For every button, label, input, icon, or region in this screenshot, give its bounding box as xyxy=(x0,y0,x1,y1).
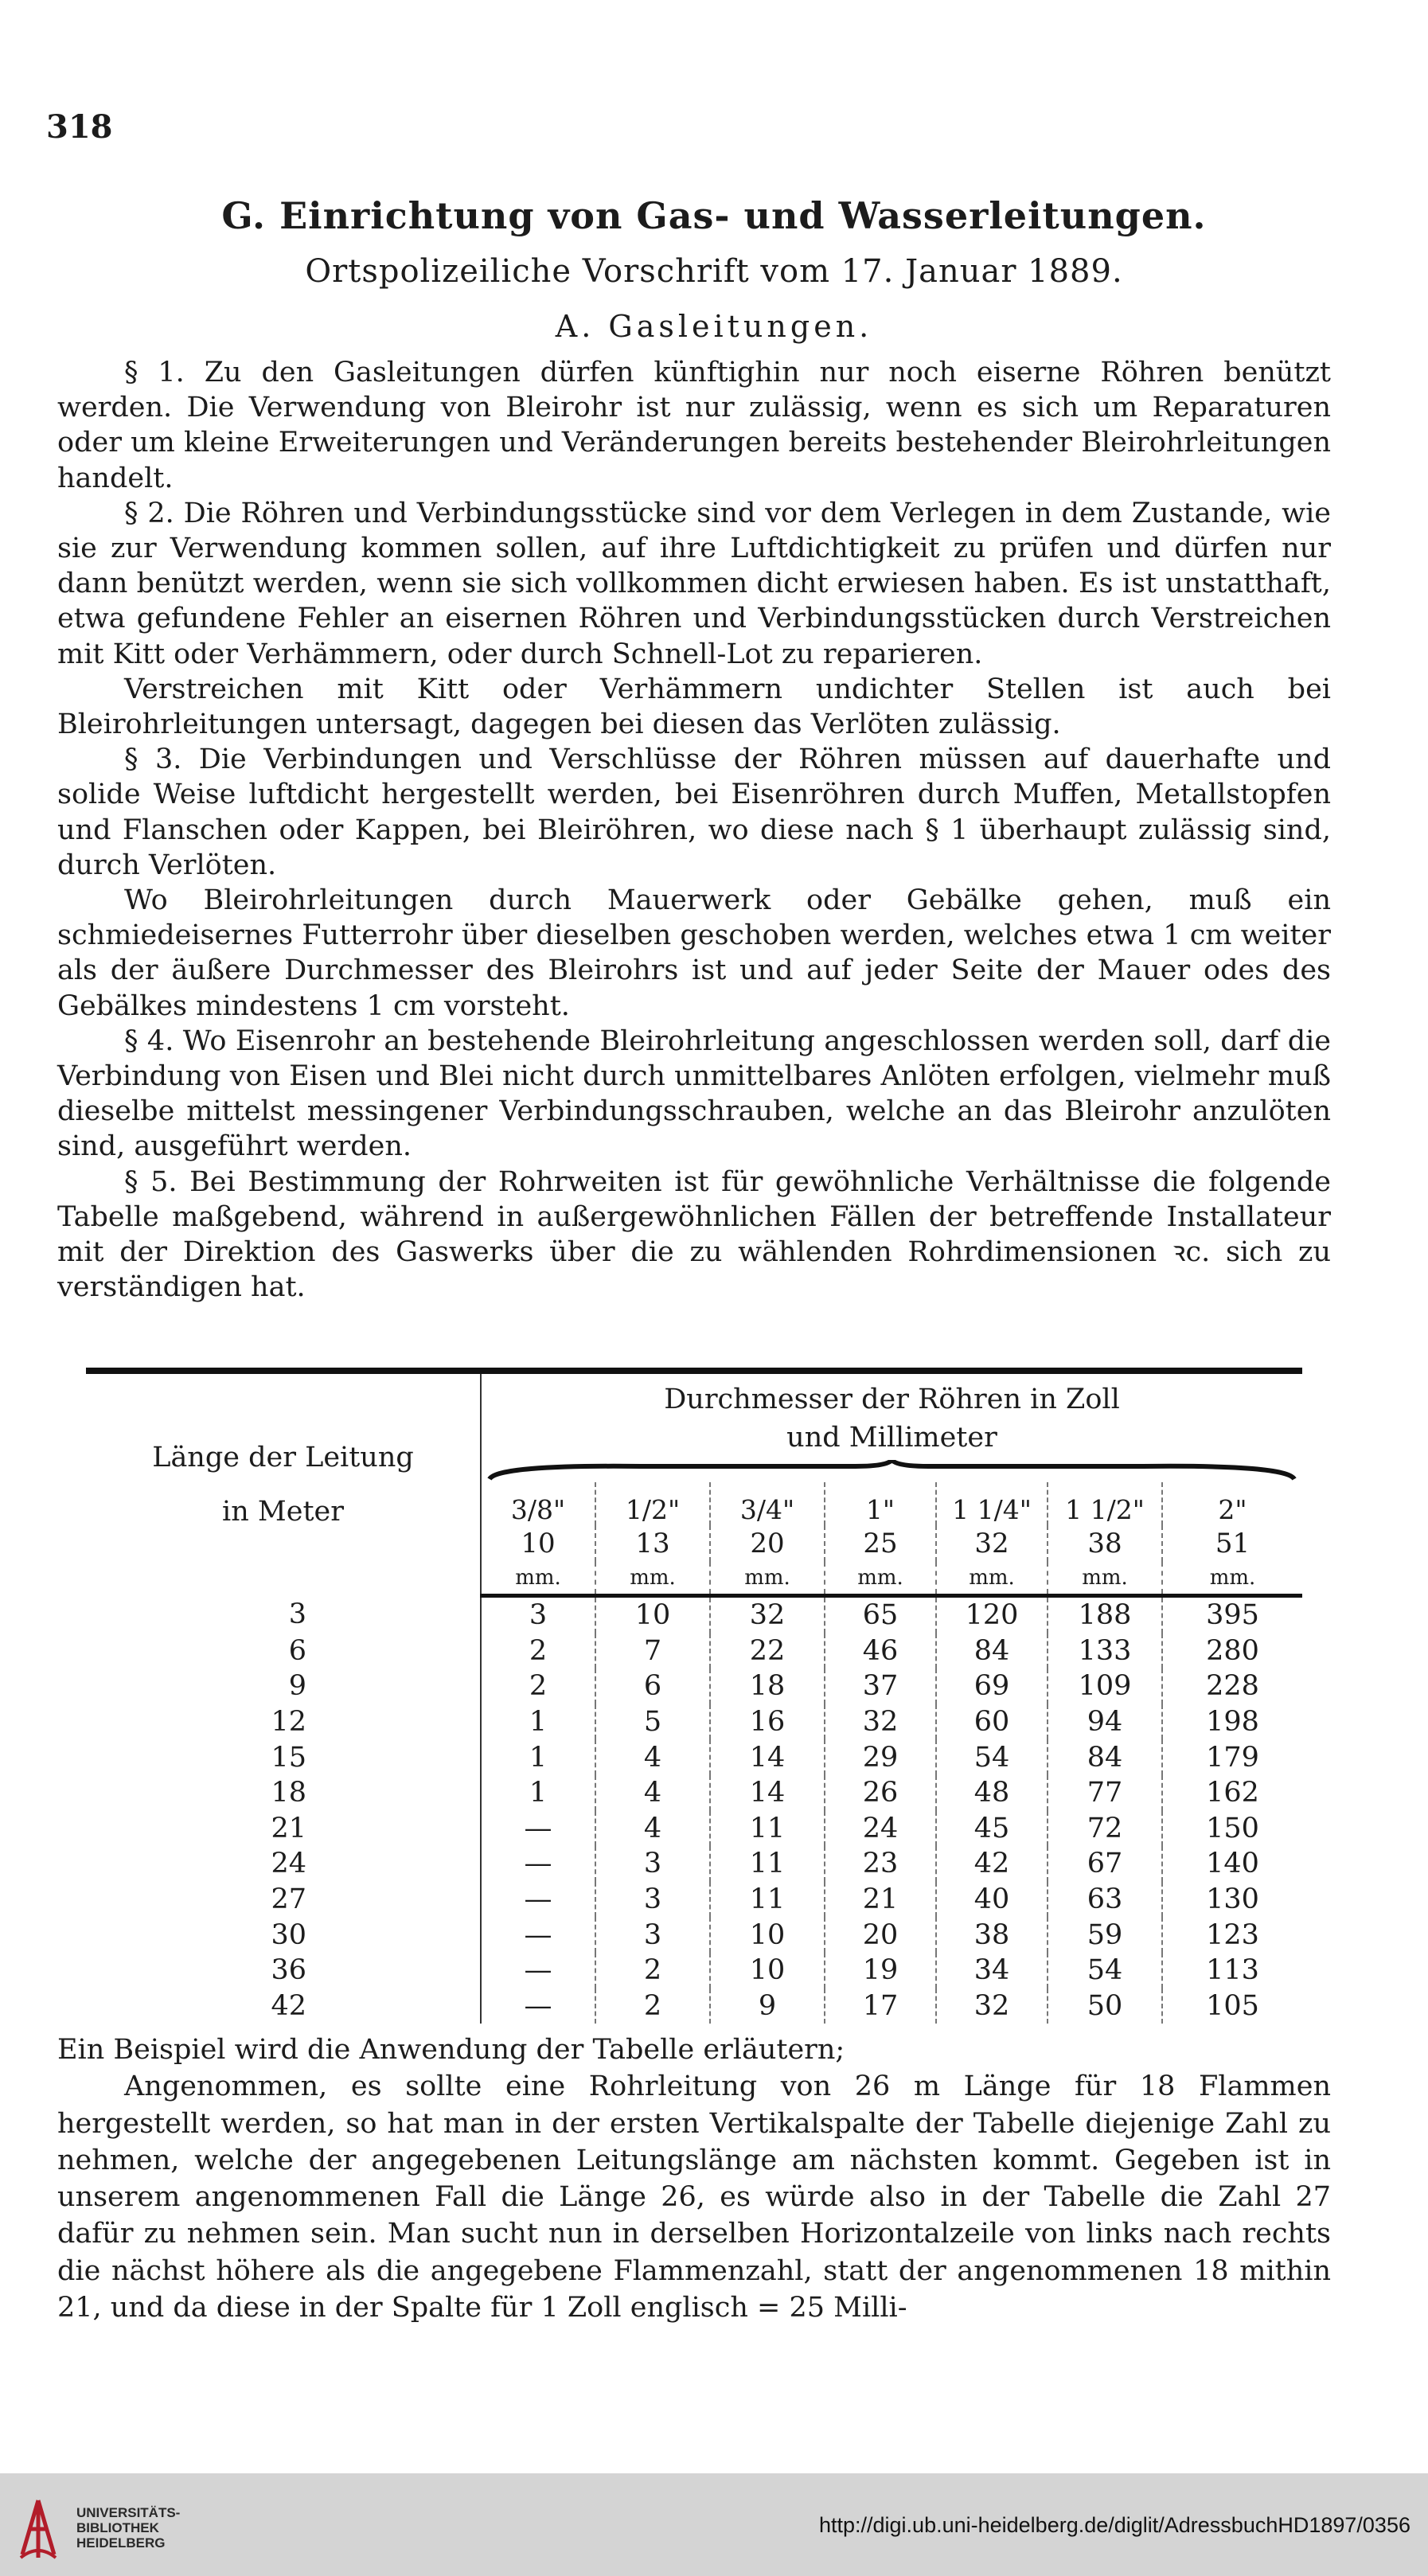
value-cell: 23 xyxy=(825,1846,936,1882)
example-paragraph: Angenommen, es sollte eine Rohrleitung von 26 m Länge für 18 Flammen hergestellt werden, so hat man in der ersten Vertikalspalte der Tabelle diejenige Zahl zu nehmen, welche der angegebenen Leitungslänge am nächsten kommt. Gegeben ist in unserem angenommenen Fall die Länge 26, es würde also in der Tabelle die Zahl 27 dafür zu nehmen sein. Man sucht nun in derselben Horizontalzeile von links nach rechts die nächst höhere als die angegebene Flammenzahl, statt der angenommenen 18 mithin 21, und da diese in der Spalte für 1 Zoll englisch = 25 Milli- xyxy=(57,2071,1331,2324)
value-cell: 19 xyxy=(825,1953,936,1989)
value-cell: 113 xyxy=(1162,1953,1302,1989)
value-cell: 65 xyxy=(825,1596,936,1633)
unit-label: mm. xyxy=(710,1562,825,1596)
paragraph-1: § 1. Zu den Gasleitungen dürfen künftighin nur noch eiserne Röhren benützt werden. Die Verwendung von Bleirohr ist nur zulässig, wenn es sich um Reparaturen oder um kleine Erweiterungen und Veränderungen bereits bestehender Bleirohrleitungen handelt. xyxy=(57,357,1331,494)
value-cell: 2 xyxy=(595,1989,710,2024)
value-cell: 1 xyxy=(481,1775,595,1811)
length-cell: 21 xyxy=(271,1812,306,1844)
value-cell: 17 xyxy=(825,1989,936,2024)
section-heading: G. Einrichtung von Gas- und Wasserleitungen. xyxy=(221,194,1207,237)
table-row xyxy=(86,1704,1302,1740)
table-row xyxy=(86,1633,1302,1669)
length-header-line1: Länge der Leitung xyxy=(152,1442,414,1474)
size-inch-7: 2" xyxy=(1162,1482,1302,1525)
value-cell: — xyxy=(481,1989,595,2024)
page-number: 318 xyxy=(46,108,113,146)
paragraph-5: Wo Bleirohrleitungen durch Mauerwerk oder Gebälke gehen, muß ein schmiedeisernes Futterrohr über dieselben geschoben werden, welches etwa 1 cm weiter als der äußere Durchmesser des Bleirohrs ist und auf jeder Seite der Mauer odes des Gebälkes mindestens 1 cm vorsteht. xyxy=(57,884,1331,1022)
length-cell: 36 xyxy=(271,1954,306,1987)
table-row xyxy=(86,1775,1302,1811)
value-cell: 133 xyxy=(1048,1633,1162,1669)
library-name-line2: BIBLIOTHEK xyxy=(76,2520,159,2535)
value-cell: 105 xyxy=(1162,1989,1302,2024)
value-cell: 45 xyxy=(936,1811,1048,1847)
value-cell: 14 xyxy=(710,1775,825,1811)
value-cell: 198 xyxy=(1162,1704,1302,1740)
value-cell: 50 xyxy=(1048,1989,1162,2024)
table-row xyxy=(86,1882,1302,1918)
length-cell: 3 xyxy=(288,1598,306,1631)
value-cell: 24 xyxy=(825,1811,936,1847)
ordinance-subtitle: Ortspolizeiliche Vorschrift vom 17. Januar 1889. xyxy=(305,253,1123,290)
table-row xyxy=(86,1811,1302,1847)
value-cell: 16 xyxy=(710,1704,825,1740)
value-cell: 162 xyxy=(1162,1775,1302,1811)
length-cell: 15 xyxy=(271,1741,306,1774)
size-mm-7: 51 xyxy=(1162,1525,1302,1562)
value-cell: 84 xyxy=(1048,1739,1162,1775)
paragraph-4: § 3. Die Verbindungen und Verschlüsse der Röhren müssen auf dauerhafte und solide Weise luftdicht hergestellt werden, bei Eisenröhren durch Muffen, Metallstopfen und Flanschen oder Kappen, bei Bleiröhren, wo diese nach § 1 überhaupt zulässig sind, durch Verlöten. xyxy=(57,744,1331,881)
unit-label: mm. xyxy=(1048,1562,1162,1596)
library-name xyxy=(76,2505,180,2551)
value-cell: 60 xyxy=(936,1704,1048,1740)
unit-label: mm. xyxy=(936,1562,1048,1596)
pipe-diameter-table xyxy=(86,1368,1302,2024)
value-cell: 63 xyxy=(1048,1882,1162,1918)
value-cell: 140 xyxy=(1162,1846,1302,1882)
size-mm-4: 25 xyxy=(825,1525,936,1562)
library-logo-icon xyxy=(18,2497,59,2561)
size-inch-3: 3/4" xyxy=(710,1482,825,1525)
value-cell: 42 xyxy=(936,1846,1048,1882)
example-intro: Ein Beispiel wird die Anwendung der Tabelle erläutern; xyxy=(57,2034,845,2066)
value-cell: 40 xyxy=(936,1882,1048,1918)
size-mm-6: 38 xyxy=(1048,1525,1162,1562)
value-cell: 10 xyxy=(710,1917,825,1953)
size-mm-1: 10 xyxy=(481,1525,595,1562)
value-cell: 69 xyxy=(936,1669,1048,1704)
value-cell: 5 xyxy=(595,1704,710,1740)
value-cell: 4 xyxy=(595,1739,710,1775)
value-cell: 77 xyxy=(1048,1775,1162,1811)
value-cell: 2 xyxy=(481,1633,595,1669)
value-cell: 123 xyxy=(1162,1917,1302,1953)
value-cell: 9 xyxy=(710,1989,825,2024)
value-cell: — xyxy=(481,1953,595,1989)
value-cell: 120 xyxy=(936,1596,1048,1633)
value-cell: 20 xyxy=(825,1917,936,1953)
paragraph-6: § 4. Wo Eisenrohr an bestehende Bleirohrleitung angeschlossen werden soll, darf die Verbindung von Eisen und Blei nicht durch unmittelbares Anlöten erfolgen, vielmehr muß dieselbe mittelst messingener Verbindungsschrauben, welche an das Bleirohr anzulöten sind, ausgeführt werden. xyxy=(57,1025,1331,1163)
value-cell: 22 xyxy=(710,1633,825,1669)
length-header-line2: in Meter xyxy=(222,1496,344,1528)
value-cell: 2 xyxy=(595,1953,710,1989)
unit-label: mm. xyxy=(481,1562,595,1596)
value-cell: 11 xyxy=(710,1811,825,1847)
value-cell: 54 xyxy=(1048,1953,1162,1989)
value-cell: 109 xyxy=(1048,1669,1162,1704)
value-cell: 67 xyxy=(1048,1846,1162,1882)
table-row xyxy=(86,1917,1302,1953)
value-cell: 4 xyxy=(595,1811,710,1847)
value-cell: 228 xyxy=(1162,1669,1302,1704)
table-row xyxy=(86,1989,1302,2024)
value-cell: 4 xyxy=(595,1775,710,1811)
paragraph-7: § 5. Bei Bestimmung der Rohrweiten ist für gewöhnliche Verhältnisse die folgende Tabelle maßgebend, während in außergewöhnlichen Fällen der betreffende Installateur mit der Direktion des Gaswerks über die zu wählenden Rohrdimensionen ꝛc. sich zu verständigen hat. xyxy=(57,1165,1331,1304)
part-heading: A. Gasleitungen. xyxy=(555,309,873,344)
library-name-line1: UNIVERSITÄTS- xyxy=(76,2505,181,2520)
value-cell: 11 xyxy=(710,1882,825,1918)
value-cell: 26 xyxy=(825,1775,936,1811)
brace-graphic xyxy=(482,1460,1302,1482)
example-text xyxy=(57,2032,1331,2326)
value-cell: 1 xyxy=(481,1704,595,1740)
value-cell: 2 xyxy=(481,1669,595,1704)
unit-label: mm. xyxy=(825,1562,936,1596)
paragraph-3: Verstreichen mit Kitt oder Verhämmern undichter Stellen ist auch bei Bleirohrleitungen untersagt, dagegen bei diesen das Verlöten zulässig. xyxy=(57,673,1331,741)
value-cell: 7 xyxy=(595,1633,710,1669)
value-cell: 38 xyxy=(936,1917,1048,1953)
length-header xyxy=(86,1371,481,1596)
length-cell: 12 xyxy=(271,1706,306,1739)
value-cell: — xyxy=(481,1882,595,1918)
value-cell: 150 xyxy=(1162,1811,1302,1847)
value-cell: 32 xyxy=(936,1989,1048,2024)
unit-label: mm. xyxy=(1162,1562,1302,1596)
table-body xyxy=(86,1596,1302,2024)
value-cell: 34 xyxy=(936,1953,1048,1989)
length-cell: 27 xyxy=(271,1883,306,1916)
body-text xyxy=(57,355,1331,1305)
value-cell: 84 xyxy=(936,1633,1048,1669)
value-cell: 54 xyxy=(936,1739,1048,1775)
length-cell: 30 xyxy=(271,1918,306,1951)
length-cell: 18 xyxy=(271,1777,306,1809)
source-url-link[interactable]: http://digi.ub.uni-heidelberg.de/diglit/AdressbuchHD1897/0356 xyxy=(818,2513,1410,2537)
value-cell: 59 xyxy=(1048,1917,1162,1953)
value-cell: 32 xyxy=(710,1596,825,1633)
value-cell: 10 xyxy=(595,1596,710,1633)
value-cell: — xyxy=(481,1917,595,1953)
value-cell: 6 xyxy=(595,1669,710,1704)
value-cell: 3 xyxy=(595,1882,710,1918)
table-row xyxy=(86,1739,1302,1775)
paragraph-2: § 2. Die Röhren und Verbindungsstücke sind vor dem Verlegen in dem Zustande, wie sie zur Verwendung kommen sollen, auf ihre Luftdichtigkeit zu prüfen und dürfen nur dann benützt werden, wenn sie sich vollkommen dicht erwiesen haben. Es ist unstatthaft, etwa gefundene Fehler an eisernen Röhren und Verbindungsstücken durch Verstreichen mit Kitt oder Verhämmern, oder durch Schnell-Lot zu reparieren. xyxy=(57,497,1331,670)
diameter-header xyxy=(481,1371,1302,1460)
value-cell: 46 xyxy=(825,1633,936,1669)
header-brace xyxy=(481,1460,1302,1482)
table-row xyxy=(86,1953,1302,1989)
size-mm-5: 32 xyxy=(936,1525,1048,1562)
value-cell: 188 xyxy=(1048,1596,1162,1633)
length-cell: 9 xyxy=(288,1670,306,1703)
value-cell: 10 xyxy=(710,1953,825,1989)
value-cell: 48 xyxy=(936,1775,1048,1811)
value-cell: 280 xyxy=(1162,1633,1302,1669)
size-inch-6: 1 1/2" xyxy=(1048,1482,1162,1525)
value-cell: 1 xyxy=(481,1739,595,1775)
diameter-header-line1: Durchmesser der Röhren in Zoll xyxy=(664,1384,1120,1415)
value-cell: 21 xyxy=(825,1882,936,1918)
diameter-header-line2: und Millimeter xyxy=(786,1422,997,1454)
value-cell: 29 xyxy=(825,1739,936,1775)
size-inch-2: 1/2" xyxy=(595,1482,710,1525)
value-cell: 395 xyxy=(1162,1596,1302,1633)
value-cell: 72 xyxy=(1048,1811,1162,1847)
length-cell: 24 xyxy=(271,1848,306,1880)
value-cell: 18 xyxy=(710,1669,825,1704)
value-cell: 11 xyxy=(710,1846,825,1882)
value-cell: — xyxy=(481,1846,595,1882)
footer-bar xyxy=(0,2473,1428,2576)
size-inch-4: 1" xyxy=(825,1482,936,1525)
value-cell: 179 xyxy=(1162,1739,1302,1775)
value-cell: 94 xyxy=(1048,1704,1162,1740)
table-row xyxy=(86,1846,1302,1882)
table-row xyxy=(86,1596,1302,1633)
size-inch-1: 3/8" xyxy=(481,1482,595,1525)
size-mm-2: 13 xyxy=(595,1525,710,1562)
value-cell: 130 xyxy=(1162,1882,1302,1918)
value-cell: 3 xyxy=(595,1917,710,1953)
value-cell: 14 xyxy=(710,1739,825,1775)
value-cell: 3 xyxy=(481,1596,595,1633)
value-cell: 37 xyxy=(825,1669,936,1704)
size-mm-3: 20 xyxy=(710,1525,825,1562)
length-cell: 6 xyxy=(288,1634,306,1667)
value-cell: — xyxy=(481,1811,595,1847)
table-row xyxy=(86,1669,1302,1704)
unit-label: mm. xyxy=(595,1562,710,1596)
library-name-line3: HEIDELBERG xyxy=(76,2535,166,2551)
value-cell: 3 xyxy=(595,1846,710,1882)
length-cell: 42 xyxy=(271,1989,306,2022)
size-inch-5: 1 1/4" xyxy=(936,1482,1048,1525)
value-cell: 32 xyxy=(825,1704,936,1740)
